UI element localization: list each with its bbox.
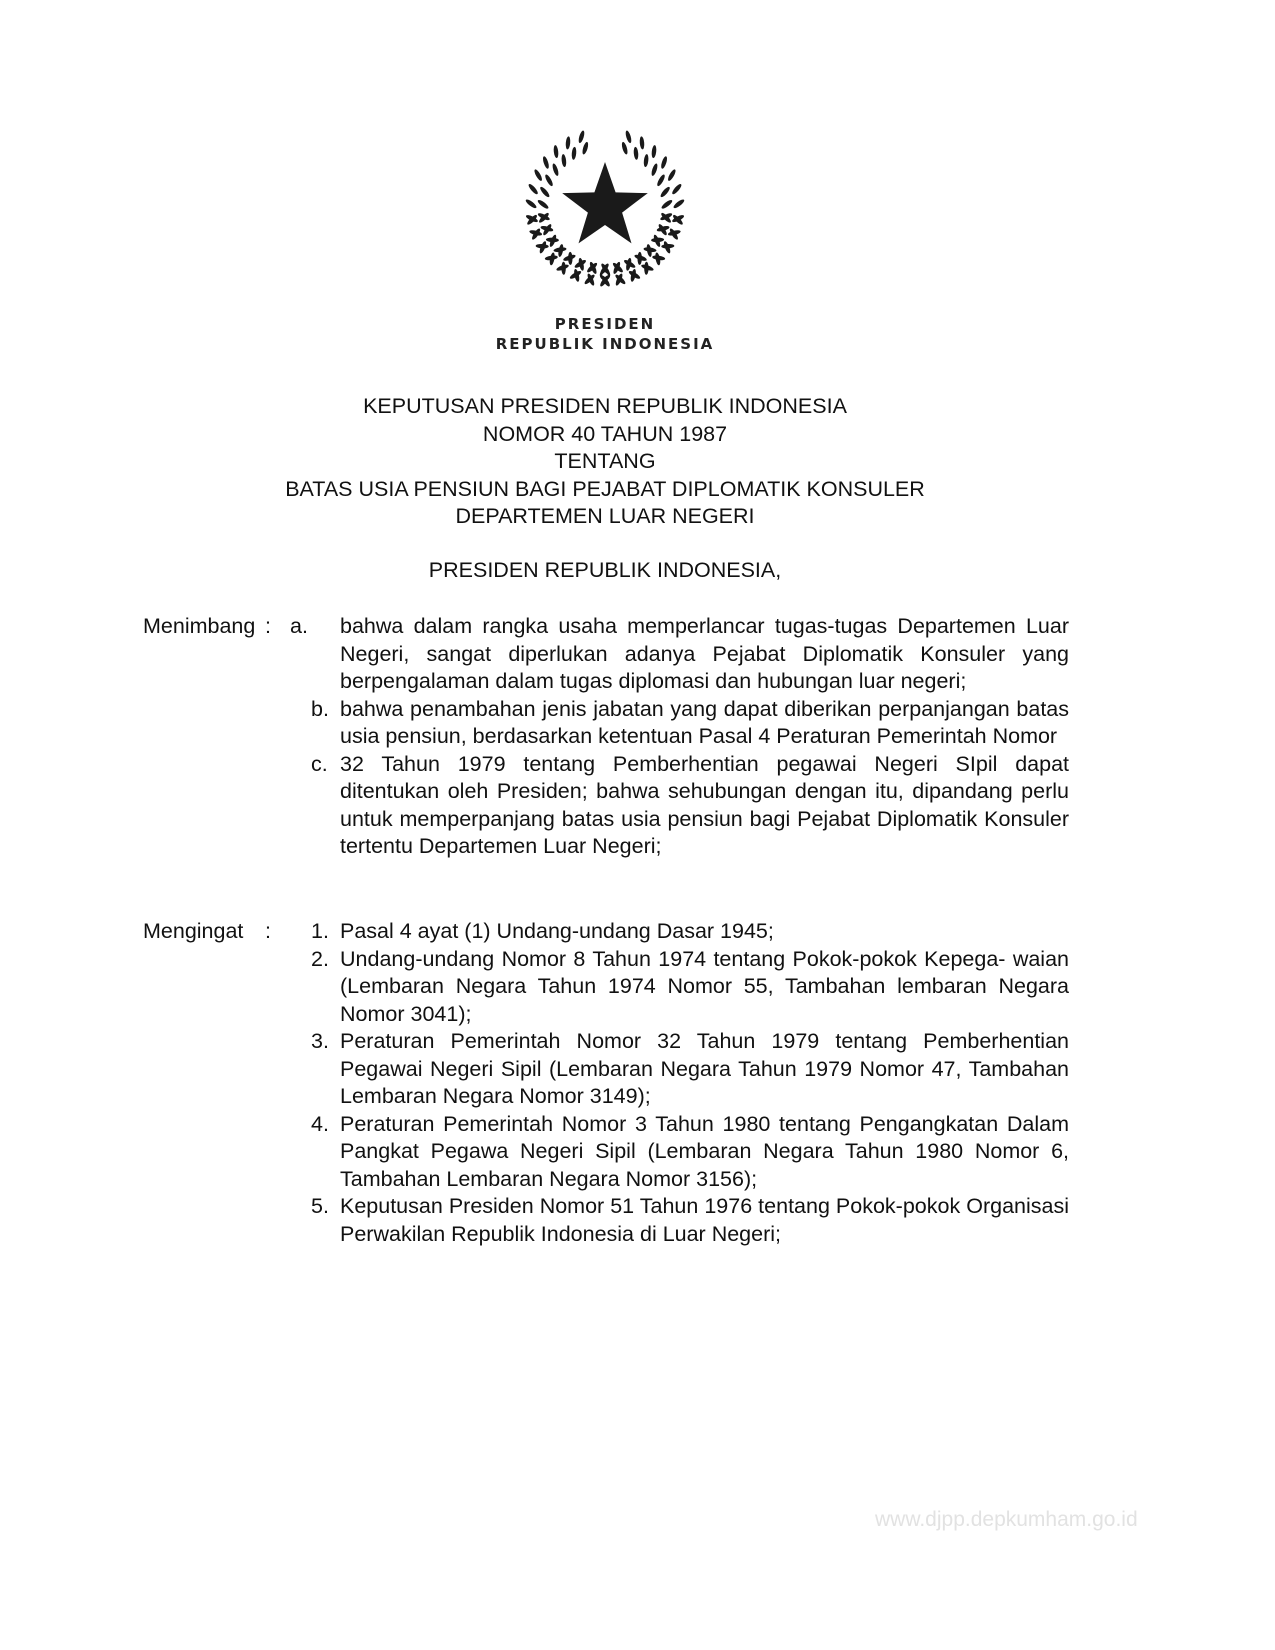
section-label: Menimbang	[143, 614, 256, 638]
item-mark: b.	[311, 696, 329, 721]
leaf-mark	[621, 141, 629, 155]
section-colon: :	[265, 919, 271, 943]
letterhead-line1: PRESIDEN	[554, 315, 656, 333]
item-mark: 2.	[311, 946, 329, 971]
leaf-mark	[667, 168, 677, 181]
item-mark: a.	[290, 614, 308, 638]
title-line: NOMOR 40 TAHUN 1987	[482, 421, 728, 446]
title-line: DEPARTEMEN LUAR NEGERI	[455, 504, 755, 528]
leaf-mark	[643, 154, 649, 167]
item-mark: 4.	[311, 1111, 329, 1136]
leaf-mark	[544, 174, 554, 187]
leaf-mark	[581, 141, 589, 155]
leaf-mark	[644, 262, 649, 275]
item-mark: c.	[311, 751, 328, 776]
leaf-mark	[571, 147, 577, 160]
leaf-mark	[671, 183, 683, 196]
leaf-mark	[565, 136, 571, 149]
leaf-mark	[637, 252, 642, 265]
letterhead-line2: REPUBLIK INDONESIA	[495, 335, 715, 353]
item-mark: 1.	[311, 919, 329, 943]
item-mark: 3.	[311, 1029, 329, 1053]
item-text: Keputusan Presiden Nomor 51 Tahun 1976 tentang Pokok-pokok Organisasi Perwakilan Republik Indonesia di Luar Negeri;	[340, 1194, 1069, 1246]
leaf-mark	[525, 198, 538, 209]
leaf-mark	[553, 145, 559, 158]
list-item	[143, 1028, 1073, 1111]
leaf-mark	[651, 145, 657, 158]
leaf-mark	[578, 130, 586, 144]
document-title	[0, 393, 1210, 531]
list-item	[143, 751, 1073, 861]
leaf-mark	[545, 255, 559, 261]
list-item	[143, 1111, 1073, 1194]
leaf-mark	[527, 183, 539, 196]
leaf-mark	[546, 237, 559, 242]
item-text: Undang-undang Nomor 8 Tahun 1974 tentang Pokok-pokok Kepega- waian (Lembaran Negara Tahun 1974 Nomor 55, Tambahan lembaran Negara Nomor 3041);	[340, 946, 1069, 1026]
leaf-mark	[672, 198, 685, 209]
leaf-mark	[633, 147, 639, 160]
leaf-mark	[656, 174, 666, 187]
list-item	[143, 918, 1073, 946]
item-text: 32 Tahun 1979 tentang Pemberhentian pegawai Negeri SIpil dapat ditentukan oleh Presiden; bahwa sehubungan dengan itu, dipandang perlu untuk memperpanjang batas usia pensiun bagi Pejabat Diplomatik Konsuler tertentu Departemen Luar Negeri;	[340, 751, 1069, 858]
leaf-mark	[660, 156, 668, 170]
list-item	[143, 613, 1073, 696]
menimbang-section	[143, 613, 1073, 861]
list-item	[143, 1193, 1073, 1248]
item-text: Peraturan Pemerintah Nomor 32 Tahun 1979 tentang Pemberhentian Pegawai Negeri Sipil (Lembaran Negara Tahun 1979 Nomor 47, Tambahan Lembaran Negara Nomor 3149);	[340, 1029, 1069, 1108]
leaf-mark	[561, 154, 567, 167]
leaf-mark	[551, 163, 559, 177]
item-text: bahwa penambahan jenis jabatan yang dapat diberikan perpanjangan batas usia pensiun, berdasarkan ketentuan Pasal 4 Peraturan Pemerintah Nomor	[340, 696, 1069, 748]
leaf-mark	[625, 130, 633, 144]
item-text: bahwa dalam rangka usaha memperlancar tugas-tugas Departemen Luar Negeri, sangat diperlukan adanya Pejabat Diplomatik Konsuler yang berpengalaman dalam tugas diplomasi dan hubungan luar negeri;	[340, 614, 1069, 693]
leaf-mark	[659, 186, 671, 199]
star-icon	[562, 162, 648, 243]
section-label: Mengingat	[143, 919, 244, 943]
section-colon: :	[265, 614, 271, 638]
watermark: www.djpp.depkumham.go.id	[875, 1508, 1138, 1531]
presidential-seal-icon	[520, 122, 690, 292]
title-line: KEPUTUSAN PRESIDEN REPUBLIK INDONESIA	[363, 394, 847, 418]
leaf-mark	[553, 247, 567, 253]
leaf-mark	[539, 186, 551, 199]
list-item	[143, 696, 1073, 751]
leaf-mark	[650, 163, 658, 177]
leaf-mark	[639, 136, 645, 149]
leaf-mark	[533, 168, 543, 181]
list-item	[143, 946, 1073, 1029]
title-line: BATAS USIA PENSIUN BAGI PEJABAT DIPLOMATIK KONSULER	[285, 476, 925, 501]
leaf-mark	[537, 199, 550, 210]
mengingat-section	[143, 918, 1073, 1248]
issuer: PRESIDEN REPUBLIK INDONESIA,	[428, 558, 782, 582]
leaf-mark	[536, 244, 549, 249]
leaf-mark	[660, 199, 673, 210]
item-text: Pasal 4 ayat (1) Undang-undang Dasar 1945;	[340, 919, 774, 943]
title-line: TENTANG	[554, 449, 656, 473]
ribbon-knot	[601, 271, 609, 279]
item-text: Peraturan Pemerintah Nomor 3 Tahun 1980 tentang Pengangkatan Dalam Pangkat Pegawa Negeri Sipil (Lembaran Negara Tahun 1980 Nomor 6, Tambahan Lembaran Negara Nomor 3156);	[340, 1111, 1069, 1191]
leaf-mark	[542, 156, 550, 170]
item-mark: 5.	[311, 1194, 329, 1218]
